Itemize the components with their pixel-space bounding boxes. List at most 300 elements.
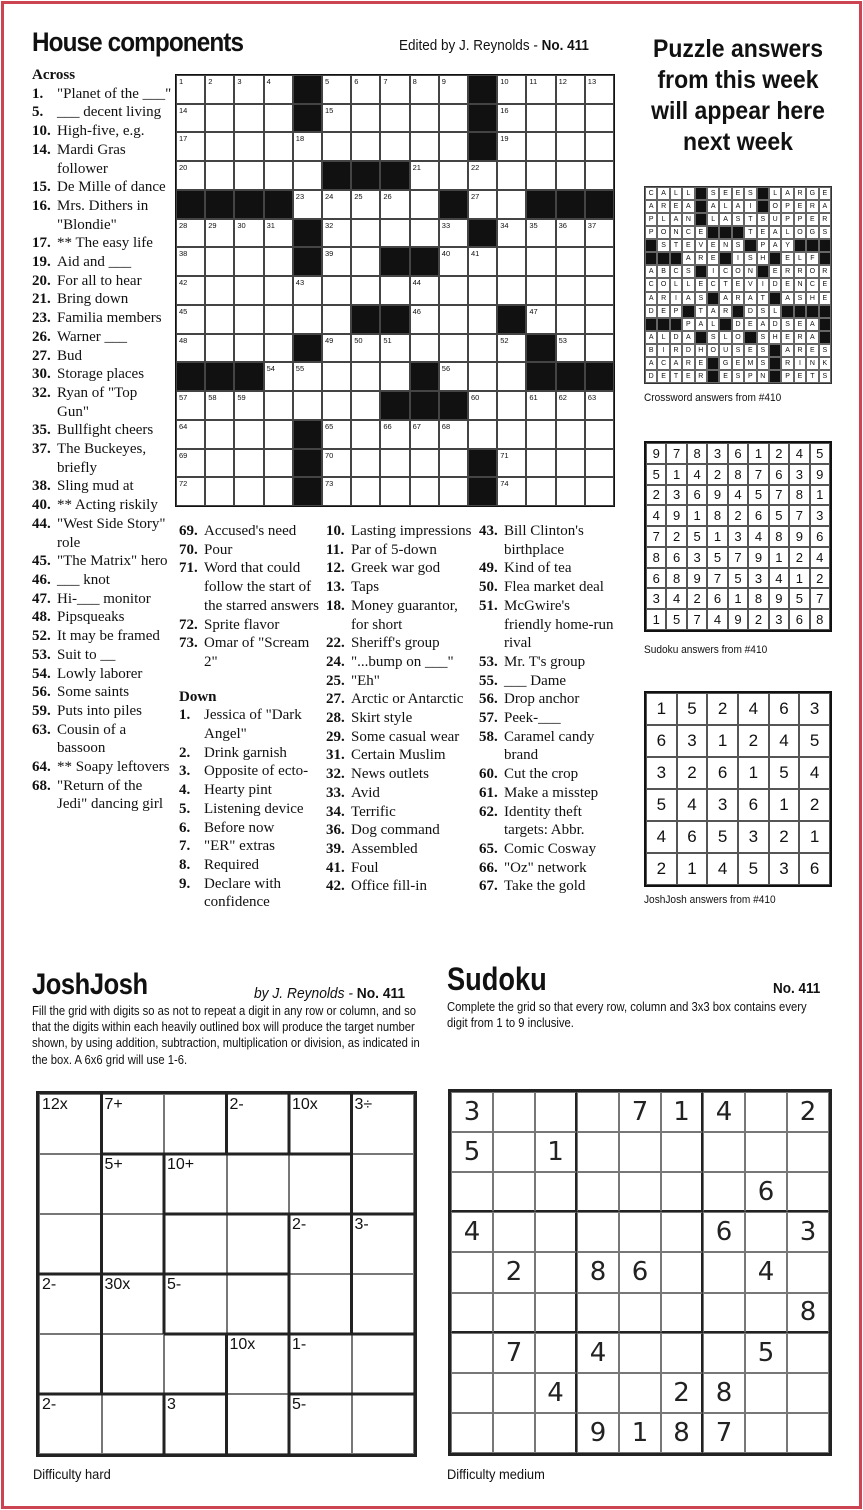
- crossword-cell[interactable]: [205, 276, 234, 305]
- sudoku-cell[interactable]: [703, 1172, 745, 1212]
- crossword-cell[interactable]: [176, 420, 205, 449]
- crossword-cell[interactable]: [439, 477, 468, 506]
- crossword-cell[interactable]: [497, 362, 526, 391]
- crossword-cell[interactable]: [351, 477, 380, 506]
- sudoku-grid: [448, 1089, 832, 1456]
- sudoku-cell[interactable]: [703, 1132, 745, 1172]
- answer-letter: E: [744, 318, 756, 331]
- cell-number: 69: [179, 450, 188, 460]
- crossword-cell[interactable]: [526, 477, 555, 506]
- crossword-cell[interactable]: [176, 219, 205, 248]
- crossword-cell[interactable]: [176, 276, 205, 305]
- sudoku-cell[interactable]: [745, 1212, 787, 1252]
- crossword-cell[interactable]: [322, 391, 351, 420]
- crossword-cell[interactable]: [526, 391, 555, 420]
- answer-digit: 1: [707, 526, 727, 547]
- answer-letter: B: [657, 265, 669, 278]
- cell-number: 46: [412, 306, 421, 316]
- crossword-cell[interactable]: [380, 334, 409, 363]
- crossword-cell[interactable]: [322, 104, 351, 133]
- crossword-cell[interactable]: [497, 132, 526, 161]
- crossword-cell[interactable]: [526, 420, 555, 449]
- sudoku-cell[interactable]: [661, 1293, 703, 1333]
- sudoku-cell[interactable]: [661, 1252, 703, 1292]
- crossword-cell[interactable]: [410, 75, 439, 104]
- crossword-cell[interactable]: [176, 132, 205, 161]
- sudoku-cell[interactable]: [535, 1092, 577, 1132]
- crossword-cell[interactable]: [439, 132, 468, 161]
- crossword-cell[interactable]: [556, 132, 585, 161]
- sudoku-cell[interactable]: [451, 1333, 493, 1373]
- crossword-cell[interactable]: [585, 420, 614, 449]
- sudoku-cell[interactable]: [535, 1172, 577, 1212]
- sudoku-cell[interactable]: [661, 1333, 703, 1373]
- sudoku-cell[interactable]: [535, 1212, 577, 1252]
- crossword-cell[interactable]: [439, 161, 468, 190]
- sudoku-cell[interactable]: [745, 1293, 787, 1333]
- clue-number: 20.: [32, 272, 51, 289]
- crossword-cell[interactable]: [234, 305, 263, 334]
- crossword-cell[interactable]: [380, 362, 409, 391]
- crossword-cell[interactable]: [351, 219, 380, 248]
- sudoku-cell[interactable]: [577, 1172, 619, 1212]
- crossword-cell[interactable]: [468, 334, 497, 363]
- answer-digit: 2: [677, 757, 708, 789]
- crossword-cell[interactable]: [351, 420, 380, 449]
- crossword-cell[interactable]: [556, 75, 585, 104]
- sudoku-cell[interactable]: [493, 1373, 535, 1413]
- crossword-cell[interactable]: [293, 161, 322, 190]
- crossword-cell[interactable]: [205, 305, 234, 334]
- answer-letter: N: [757, 370, 769, 383]
- sudoku-cell[interactable]: [787, 1172, 829, 1212]
- crossword-cell[interactable]: [497, 334, 526, 363]
- clue-item: [326, 559, 476, 578]
- cage-label: 2-: [292, 1216, 307, 1233]
- crossword-cell[interactable]: [264, 219, 293, 248]
- crossword-cell[interactable]: [351, 132, 380, 161]
- crossword-cell[interactable]: [497, 391, 526, 420]
- crossword-cell[interactable]: [264, 161, 293, 190]
- crossword-cell[interactable]: [556, 276, 585, 305]
- crossword-cell[interactable]: [234, 104, 263, 133]
- crossword-cell[interactable]: [497, 104, 526, 133]
- crossword-cell[interactable]: [234, 334, 263, 363]
- cage-label: 10x: [229, 1336, 256, 1353]
- crossword-cell[interactable]: [556, 449, 585, 478]
- crossword-cell[interactable]: [176, 161, 205, 190]
- crossword-block: [293, 334, 322, 363]
- crossword-cell[interactable]: [439, 276, 468, 305]
- sudoku-cell[interactable]: [451, 1252, 493, 1292]
- crossword-cell[interactable]: [176, 391, 205, 420]
- answer-letter: P: [757, 239, 769, 252]
- crossword-cell[interactable]: [264, 477, 293, 506]
- sudoku-cell[interactable]: [787, 1413, 829, 1453]
- answer-letter: A: [757, 318, 769, 331]
- crossword-cell[interactable]: [556, 391, 585, 420]
- crossword-cell[interactable]: [293, 190, 322, 219]
- cell-number: 55: [295, 364, 305, 374]
- sudoku-cell[interactable]: [535, 1252, 577, 1292]
- crossword-cell[interactable]: [585, 449, 614, 478]
- sudoku-cell[interactable]: [787, 1373, 829, 1413]
- crossword-cell[interactable]: [380, 219, 409, 248]
- crossword-cell[interactable]: [351, 391, 380, 420]
- crossword-cell[interactable]: [468, 362, 497, 391]
- crossword-cell[interactable]: [410, 132, 439, 161]
- crossword-cell[interactable]: [585, 276, 614, 305]
- crossword-cell[interactable]: [380, 190, 409, 219]
- crossword-cell[interactable]: [497, 161, 526, 190]
- crossword-cell[interactable]: [585, 219, 614, 248]
- crossword-cell[interactable]: [410, 305, 439, 334]
- sudoku-cell[interactable]: [619, 1132, 661, 1172]
- sudoku-cell[interactable]: [451, 1413, 493, 1453]
- crossword-cell[interactable]: [526, 132, 555, 161]
- crossword-cell[interactable]: [439, 420, 468, 449]
- sudoku-cell[interactable]: [493, 1172, 535, 1212]
- crossword-cell[interactable]: [264, 334, 293, 363]
- crossword-cell[interactable]: [234, 75, 263, 104]
- crossword-cell[interactable]: [234, 276, 263, 305]
- sudoku-cell[interactable]: [745, 1092, 787, 1132]
- crossword-cell[interactable]: [410, 104, 439, 133]
- crossword-cell[interactable]: [322, 305, 351, 334]
- answer-digit: 8: [769, 526, 789, 547]
- clue-item: [479, 559, 619, 578]
- crossword-cell[interactable]: [526, 276, 555, 305]
- sudoku-cell[interactable]: [787, 1333, 829, 1373]
- crossword-cell[interactable]: [585, 391, 614, 420]
- crossword-cell[interactable]: [264, 132, 293, 161]
- crossword-cell[interactable]: [556, 219, 585, 248]
- crossword-cell[interactable]: [497, 449, 526, 478]
- sudoku-cell[interactable]: [451, 1172, 493, 1212]
- crossword-cell[interactable]: [234, 161, 263, 190]
- sudoku-cell[interactable]: [619, 1212, 661, 1252]
- crossword-cell[interactable]: [410, 334, 439, 363]
- crossword-cell[interactable]: [176, 305, 205, 334]
- sudoku-given: 8: [577, 1252, 619, 1292]
- crossword-cell[interactable]: [410, 276, 439, 305]
- crossword-cell[interactable]: [497, 219, 526, 248]
- crossword-cell[interactable]: [205, 161, 234, 190]
- sudoku-cell[interactable]: [745, 1413, 787, 1453]
- crossword-cell[interactable]: [497, 190, 526, 219]
- answer-letter: R: [819, 213, 831, 226]
- crossword-cell[interactable]: [468, 161, 497, 190]
- answer-letter: A: [769, 239, 781, 252]
- crossword-cell[interactable]: [497, 75, 526, 104]
- clue-item: [179, 616, 325, 635]
- crossword-block: [439, 391, 468, 420]
- crossword-cell[interactable]: [439, 104, 468, 133]
- crossword-cell[interactable]: [380, 104, 409, 133]
- sudoku-cell[interactable]: [577, 1373, 619, 1413]
- crossword-cell[interactable]: [234, 420, 263, 449]
- sudoku-cell[interactable]: [535, 1333, 577, 1373]
- clue-number: 5.: [32, 104, 44, 121]
- crossword-cell[interactable]: [439, 75, 468, 104]
- crossword-cell[interactable]: [585, 247, 614, 276]
- answer-letter: R: [781, 265, 793, 278]
- crossword-cell[interactable]: [176, 334, 205, 363]
- answer-digit: 4: [789, 443, 809, 464]
- crossword-cell[interactable]: [585, 75, 614, 104]
- crossword-cell[interactable]: [556, 161, 585, 190]
- crossword-cell[interactable]: [205, 75, 234, 104]
- crossword-cell[interactable]: [205, 449, 234, 478]
- sudoku-title: Sudoku: [447, 961, 547, 997]
- crossword-cell[interactable]: [205, 391, 234, 420]
- crossword-cell[interactable]: [410, 219, 439, 248]
- crossword-cell[interactable]: [234, 247, 263, 276]
- crossword-cell[interactable]: [293, 132, 322, 161]
- sudoku-cell[interactable]: [493, 1293, 535, 1333]
- crossword-cell[interactable]: [205, 104, 234, 133]
- crossword-cell[interactable]: [205, 219, 234, 248]
- crossword-cell[interactable]: [410, 190, 439, 219]
- crossword-cell[interactable]: [351, 75, 380, 104]
- crossword-cell[interactable]: [322, 132, 351, 161]
- crossword-cell[interactable]: [234, 477, 263, 506]
- crossword-cell[interactable]: [322, 190, 351, 219]
- crossword-cell[interactable]: [322, 219, 351, 248]
- sudoku-cell[interactable]: [451, 1373, 493, 1413]
- clue-item: [326, 746, 476, 765]
- crossword-cell[interactable]: [556, 104, 585, 133]
- sudoku-cell[interactable]: [745, 1132, 787, 1172]
- answer-letter: O: [732, 331, 744, 344]
- answer-letter: C: [707, 278, 719, 291]
- crossword-cell[interactable]: [293, 391, 322, 420]
- clue-text: Certain Muslim: [351, 747, 446, 764]
- crossword-cell[interactable]: [264, 75, 293, 104]
- crossword-cell[interactable]: [468, 190, 497, 219]
- crossword-cell[interactable]: [468, 391, 497, 420]
- crossword-cell[interactable]: [351, 190, 380, 219]
- crossword-cell[interactable]: [322, 247, 351, 276]
- clue-text: "Oz" network: [504, 859, 587, 876]
- sudoku-cell[interactable]: [661, 1132, 703, 1172]
- crossword-cell[interactable]: [264, 391, 293, 420]
- crossword-cell[interactable]: [293, 276, 322, 305]
- answer-letter: L: [769, 305, 781, 318]
- clue-item: [32, 328, 172, 347]
- crossword-cell[interactable]: [264, 420, 293, 449]
- crossword-cell[interactable]: [410, 449, 439, 478]
- answer-letter: I: [732, 252, 744, 265]
- crossword-cell[interactable]: [468, 247, 497, 276]
- crossword-cell[interactable]: [264, 104, 293, 133]
- crossword-cell[interactable]: [322, 75, 351, 104]
- crossword-cell[interactable]: [205, 477, 234, 506]
- crossword-cell[interactable]: [234, 391, 263, 420]
- crossword-cell[interactable]: [439, 334, 468, 363]
- sudoku-cell[interactable]: [577, 1132, 619, 1172]
- clue-number: 35.: [32, 422, 51, 439]
- crossword-cell[interactable]: [556, 477, 585, 506]
- crossword-cell[interactable]: [526, 247, 555, 276]
- sudoku-given: 8: [661, 1413, 703, 1453]
- crossword-cell[interactable]: [585, 305, 614, 334]
- crossword-cell[interactable]: [468, 305, 497, 334]
- crossword-cell[interactable]: [439, 362, 468, 391]
- sudoku-cell[interactable]: [493, 1413, 535, 1453]
- crossword-cell[interactable]: [322, 276, 351, 305]
- crossword-cell[interactable]: [176, 247, 205, 276]
- sudoku-cell[interactable]: [493, 1092, 535, 1132]
- crossword-cell[interactable]: [380, 276, 409, 305]
- clue-number: 28.: [326, 710, 345, 727]
- crossword-cell[interactable]: [293, 362, 322, 391]
- crossword-cell[interactable]: [556, 420, 585, 449]
- crossword-cell[interactable]: [322, 334, 351, 363]
- crossword-cell[interactable]: [205, 334, 234, 363]
- crossword-cell[interactable]: [439, 305, 468, 334]
- crossword-cell[interactable]: [468, 420, 497, 449]
- sudoku-cell[interactable]: [577, 1092, 619, 1132]
- sudoku-cell[interactable]: [493, 1212, 535, 1252]
- crossword-cell[interactable]: [410, 420, 439, 449]
- sudoku-cell[interactable]: [535, 1413, 577, 1453]
- answer-digit: 5: [728, 568, 748, 589]
- sudoku-cell[interactable]: [619, 1172, 661, 1212]
- crossword-cell[interactable]: [176, 104, 205, 133]
- crossword-cell[interactable]: [410, 161, 439, 190]
- crossword-cell[interactable]: [526, 305, 555, 334]
- clue-number: 30.: [32, 366, 51, 383]
- crossword-cell[interactable]: [439, 219, 468, 248]
- clue-text: Required: [204, 856, 259, 873]
- crossword-cell[interactable]: [234, 219, 263, 248]
- sudoku-cell[interactable]: [703, 1333, 745, 1373]
- sudoku-given: 5: [745, 1333, 787, 1373]
- cell-number: 56: [441, 364, 451, 374]
- crossword-cell[interactable]: [585, 477, 614, 506]
- clue-text: Bullfight cheers: [57, 422, 154, 439]
- answer-digit: 3: [769, 853, 800, 885]
- crossword-cell[interactable]: [439, 449, 468, 478]
- crossword-cell[interactable]: [176, 75, 205, 104]
- crossword-cell[interactable]: [526, 161, 555, 190]
- crossword-cell[interactable]: [526, 104, 555, 133]
- crossword-cell[interactable]: [351, 247, 380, 276]
- crossword-cell[interactable]: [380, 75, 409, 104]
- clue-text: Accused's need: [204, 523, 297, 539]
- crossword-cell[interactable]: [380, 477, 409, 506]
- answer-letter: E: [819, 292, 831, 305]
- sudoku-cell[interactable]: [619, 1373, 661, 1413]
- crossword-cell[interactable]: [264, 449, 293, 478]
- crossword-cell[interactable]: [410, 477, 439, 506]
- sudoku-cell[interactable]: [745, 1373, 787, 1413]
- clue-text: Avid: [351, 784, 380, 801]
- sudoku-cell[interactable]: [577, 1293, 619, 1333]
- crossword-cell[interactable]: [293, 305, 322, 334]
- crossword-cell[interactable]: [351, 362, 380, 391]
- crossword-cell[interactable]: [264, 362, 293, 391]
- crossword-cell[interactable]: [176, 477, 205, 506]
- crossword-cell[interactable]: [439, 247, 468, 276]
- crossword-cell[interactable]: [526, 75, 555, 104]
- crossword-cell[interactable]: [380, 420, 409, 449]
- sudoku-cell[interactable]: [619, 1293, 661, 1333]
- crossword-cell[interactable]: [526, 219, 555, 248]
- clue-number: 16.: [32, 197, 51, 214]
- sudoku-cell[interactable]: [703, 1252, 745, 1292]
- crossword-cell[interactable]: [585, 334, 614, 363]
- sudoku-cell[interactable]: [703, 1293, 745, 1333]
- answer-digit: 4: [799, 757, 830, 789]
- cell-number: 60: [471, 393, 480, 403]
- crossword-cell[interactable]: [497, 420, 526, 449]
- crossword-cell[interactable]: [380, 449, 409, 478]
- crossword-cell[interactable]: [322, 420, 351, 449]
- answer-letter: S: [819, 226, 831, 239]
- clue-number: 27.: [326, 691, 345, 708]
- crossword-cell[interactable]: [351, 334, 380, 363]
- crossword-cell[interactable]: [497, 247, 526, 276]
- clue-item: [32, 683, 172, 702]
- sudoku-cell[interactable]: [451, 1293, 493, 1333]
- crossword-cell[interactable]: [264, 276, 293, 305]
- clue-item: [32, 496, 172, 515]
- crossword-cell[interactable]: [526, 449, 555, 478]
- crossword-cell[interactable]: [351, 449, 380, 478]
- sudoku-cell[interactable]: [661, 1172, 703, 1212]
- sudoku-cell[interactable]: [787, 1132, 829, 1172]
- crossword-cell[interactable]: [497, 276, 526, 305]
- answer-letter: L: [670, 187, 682, 200]
- crossword-cell[interactable]: [585, 104, 614, 133]
- sudoku-given: 2: [787, 1092, 829, 1132]
- crossword-cell[interactable]: [205, 420, 234, 449]
- crossword-cell[interactable]: [468, 276, 497, 305]
- crossword-cell[interactable]: [234, 449, 263, 478]
- crossword-cell[interactable]: [205, 132, 234, 161]
- sudoku-cell[interactable]: [787, 1252, 829, 1292]
- crossword-cell[interactable]: [497, 477, 526, 506]
- cell-number: 70: [325, 450, 334, 460]
- answer-letter: T: [670, 370, 682, 383]
- crossword-cell[interactable]: [351, 104, 380, 133]
- crossword-cell[interactable]: [556, 247, 585, 276]
- crossword-cell[interactable]: [322, 362, 351, 391]
- crossword-cell[interactable]: [556, 334, 585, 363]
- sudoku-cell[interactable]: [535, 1293, 577, 1333]
- crossword-cell[interactable]: [205, 247, 234, 276]
- crossword-cell[interactable]: [264, 247, 293, 276]
- crossword-cell[interactable]: [585, 132, 614, 161]
- sudoku-cell[interactable]: [661, 1212, 703, 1252]
- sudoku-cell[interactable]: [619, 1333, 661, 1373]
- crossword-cell[interactable]: [556, 305, 585, 334]
- crossword-cell[interactable]: [264, 305, 293, 334]
- crossword-cell[interactable]: [380, 132, 409, 161]
- crossword-cell[interactable]: [351, 276, 380, 305]
- sudoku-cell[interactable]: [493, 1132, 535, 1172]
- crossword-cell[interactable]: [585, 161, 614, 190]
- cell-number: 59: [237, 393, 246, 403]
- crossword-cell[interactable]: [176, 449, 205, 478]
- crossword-cell[interactable]: [234, 132, 263, 161]
- sudoku-cell[interactable]: [577, 1212, 619, 1252]
- cell-number: 30: [237, 220, 246, 230]
- crossword-cell[interactable]: [322, 449, 351, 478]
- crossword-cell[interactable]: [322, 477, 351, 506]
